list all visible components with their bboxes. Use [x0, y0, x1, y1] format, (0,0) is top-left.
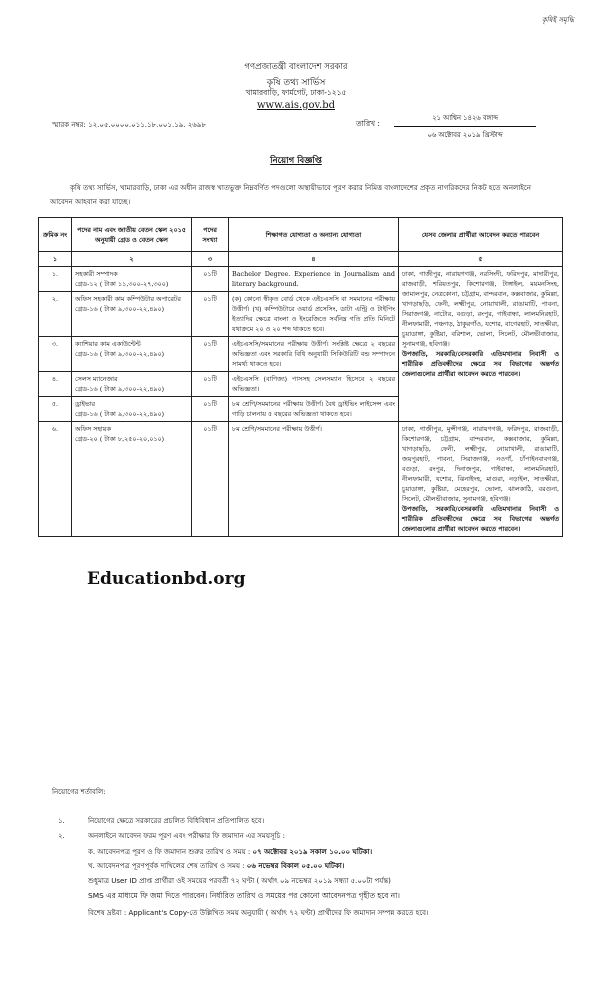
post-grade: গ্রেড-১৬ ( টাকা ৯,৩০০-২২,৪৯০)	[75, 410, 165, 418]
date-box	[394, 110, 536, 143]
government-name: গণপ্রজাতন্ত্রী বাংলাদেশ সরকার	[244, 62, 348, 72]
term-2a	[88, 846, 372, 858]
col-number: ৫	[399, 252, 563, 267]
row-sl: ৬.	[39, 422, 72, 537]
website-link[interactable]: www.ais.gov.bd	[256, 100, 335, 111]
header-count: পদের সংখ্যা	[192, 218, 229, 252]
row-post	[72, 422, 192, 537]
col-number: ৩	[192, 252, 229, 267]
header-sl: ক্রমিক নং	[39, 218, 72, 252]
row-sl: ৫.	[39, 397, 72, 422]
date-label: তারিখ :	[356, 119, 380, 128]
notice-intro: কৃষি তথ্য সার্ভিস, খামারবাড়ি, ঢাকা এর অধীন রাজস্ব খাতভুক্ত নিম্নবর্ণিত পদগুলো অস্থায়ীভাবে পূরণ করার নিমিত্ত বাংলাদেশের প্রকৃত নাগরিকদের নিকট হতে অনলাইনে আবেদন আহবান করা যাচ্ছে।	[50, 184, 531, 206]
post-grade: গ্রেড-১৬ ( টাকা ৯,৩০০-২২,৪৯০)	[75, 385, 165, 393]
row-count: ০১টি	[192, 337, 229, 372]
row-districts	[399, 267, 563, 422]
district-list: ঢাকা, গাজীপুর, নারায়ণগঞ্জ, নরসিংদী, ফরিদপুর, মাদারীপুর, রাজবাড়ী, শরিয়তপুর, কিশোরগঞ্জ, টাঙ্গাইল, ময়মনসিংহ, জামালপুর, নেত্রকোনা, চট্টগ্রাম, বান্দরবান, কক্সবাজার, কুমিল্লা, খাগড়াছড়ি, ফেনী, লক্ষ্মীপুর, নোয়াখালী, রাঙামাটি, পাবনা, সিরাজগঞ্জ, নাটোর, বগুড়া, রংপুর, গাইবান্ধা, লালমনিরহাট, নীলফামারী, পঞ্চগড়, ঠাকুরগাঁও, যশোর, বাগেরহাট, সাতক্ষীরা, চুয়াডাঙ্গা, কুষ্টিয়া, বরিশাল, ভোলা, সিলেট, মৌলভীবাজার, সুনামগঞ্জ, হবিগঞ্জ।	[402, 270, 559, 348]
row-sl: ৩.	[39, 337, 72, 372]
row-count: ০১টি	[192, 267, 229, 292]
term-special-note: বিশেষ দ্রষ্টব্য : Applicant's Copy-তে উল্লিখিত সময় অনুযায়ী ( অর্থাৎ ৭২ ঘণ্টা) প্রার্থীদের ফি জমাদান সম্পন্ন করতে হবে।	[88, 909, 429, 917]
row-post	[72, 292, 192, 337]
row-post	[72, 337, 192, 372]
special-quota-note: উপজাতি, সরকারি/বেসরকারি এতিমখানার নিবাসী ও শারীরিক প্রতিবন্ধীদের ক্ষেত্রে সব বিভাগের অন্তর্গত জেলাগুলোর প্রার্থীরা আবেদন করতে পারবেন।	[402, 505, 559, 533]
post-name: ক্যাশিয়ার কাম একাউন্টেন্ট	[75, 340, 141, 348]
row-qualification: (ক) কোনো স্বীকৃত বোর্ড থেকে এইচএসসি বা সমমানের পরীক্ষায় উত্তীর্ণ। (খ) কম্পিউটারে ওয়ার্ড প্রসেসিং, ডাটা এন্ট্রি ও টাইপিং ইত্যাদির ক্ষেত্রে বাংলা ও ইংরেজিতে সর্বনিম্ন গতি প্রতি মিনিটে যথাক্রমে ২০ ও ২০ শব্দ থাকতে হবে।	[229, 292, 399, 337]
notice-title: নিয়োগ বিজ্ঞপ্তি	[270, 156, 322, 166]
table-row	[39, 267, 563, 292]
row-sl: ১.	[39, 267, 72, 292]
header-districts: যেসব জেলার প্রার্থীরা আবেদন করতে পারবেন	[399, 218, 563, 252]
row-post	[72, 267, 192, 292]
row-qualification: এইচএসসি/সমমানের পরীক্ষায় উত্তীর্ণ। সংশ্লিষ্ট ক্ষেত্রে ২ বছরের অভিজ্ঞতা এবং সরকারি বিধি অনুযায়ী সিকিউরিটি বন্ড সম্পাদনে সামর্থ্য থাকতে হবে।	[229, 337, 399, 372]
term-sms: SMS এর মাধ্যমে ফি জমা দিতে পারবেন। নির্ধারিত তারিখ ও সময়ের পর কোনো আবেদনপত্র গৃহীত হবে না।	[88, 891, 400, 900]
row-districts	[399, 422, 563, 537]
posts-table	[38, 217, 563, 537]
date-english: ০৬ অক্টোবর ২০১৯ খ্রিস্টাব্দ	[427, 131, 503, 139]
term-1: নিয়োগের ক্ষেত্রে সরকারের প্রচলিত বিধিবিধান প্রতিপালিত হবে।	[88, 817, 265, 825]
post-grade: গ্রেড-১৬ ( টাকা ৯,৩০০-২২,৪৯০)	[75, 350, 165, 358]
row-count: ০১টি	[192, 422, 229, 537]
term-user-id: শুধুমাত্র User ID প্রাপ্ত প্রার্থীরা ওই সময়ের পরবর্তী ৭২ ঘণ্টা ( অর্থাৎ ০৯ নভেম্বর ২০১৯ সন্ধ্যা ৫.০০টা পর্যন্ত)	[88, 877, 391, 885]
header-qualification: শিক্ষাগত যোগ্যতা ও অন্যান্য যোগ্যতা	[229, 218, 399, 252]
row-qualification: ৮ম শ্রেণি/সমমানের পরীক্ষায় উত্তীর্ণ।	[229, 422, 399, 537]
row-qualification: Bachelor Degree. Experience in Journalism and literary background.	[229, 267, 399, 292]
row-sl: ২.	[39, 292, 72, 337]
row-qualification: ৮ম শ্রেণি/সমমানের পরীক্ষায় উত্তীর্ণ। বৈধ ড্রাইভিং লাইসেন্স এবং গাড়ি চালনায় ৫ বছরের অভিজ্ঞতা থাকতে হবে।	[229, 397, 399, 422]
post-grade: গ্রেড-১২ ( টাকা ১১,৩০০-২৭,৩০০)	[75, 280, 169, 288]
row-post	[72, 372, 192, 397]
term-2b	[88, 860, 344, 872]
post-name: সহকারী সম্পাদক	[75, 270, 118, 278]
row-sl: ৪.	[39, 372, 72, 397]
special-quota-note: উপজাতি, সরকারি/বেসরকারি এতিমখানার নিবাসী ও শারীরিক প্রতিবন্ধীদের ক্ষেত্রে সব বিভাগের অন্তর্গত জেলাগুলোর প্রার্থীরা আবেদন করতে পারবেন।	[402, 350, 559, 378]
terms-heading: নিয়োগের শর্তাবলি:	[52, 788, 106, 796]
term-2: অনলাইনে আবেদন ফরম পূরণ এবং পরীক্ষার ফি জমাদান এর সময়সূচি :	[88, 832, 285, 840]
header-post: পদের নাম এবং জাতীয় বেতন স্কেল ২০১৫ অনুযায়ী গ্রেড ও বেতন স্কেল	[72, 218, 192, 252]
row-count: ০১টি	[192, 397, 229, 422]
term-2b-label: খ. আবেদনপত্র পূরণপূর্বক দাখিলের শেষ তারিখ ও সময় :	[88, 862, 245, 870]
post-name: অফিস সহায়ক	[75, 425, 111, 433]
term-number: ১.	[58, 817, 65, 825]
district-list: ঢাকা, গাজীপুর, মুন্সীগঞ্জ, নারায়ণগঞ্জ, ফরিদপুর, রাজবাড়ী, কিশোরগঞ্জ, চট্টগ্রাম, বান্দরবান, কক্সবাজার, কুমিল্লা, খাগড়াছড়ি, ফেনী, লক্ষ্মীপুর, নোয়াখালী, রাঙামাটি, জয়পুরহাট, পাবনা, সিরাজগঞ্জ, নওগাঁ, চাঁপাইনবাবগঞ্জ, বগুড়া, রংপুর, দিনাজপুর, গাইবান্ধা, লালমনিরহাট, নীলফামারী, যশোর, ঝিনাইদহ, মাগুরা, নড়াইল, সাতক্ষীরা, চুয়াডাঙ্গা, কুষ্টিয়া, মেহেরপুর, ভোলা, ঝালকাঠি, বরগুনা, সিলেট, মৌলভীবাজার, সুনামগঞ্জ, হবিগঞ্জ।	[402, 425, 559, 503]
col-number: ১	[39, 252, 72, 267]
memo-number: স্মারক নম্বর: ১২.০৫.০০০০.০১১.১৮.০০১.১৯. ২৬৯৮	[52, 121, 206, 129]
post-grade: গ্রেড-২০ ( টাকা ৮,২৫০-২০,০১০)	[75, 435, 165, 443]
term-number: ২.	[58, 832, 65, 840]
post-name: সেলস ম্যানেজার	[75, 375, 118, 383]
service-name: কৃষি তথ্য সার্ভিস	[266, 78, 326, 88]
post-grade: গ্রেড-১৬ ( টাকা ৯,৩০০-২২,৪৯০)	[75, 305, 165, 313]
date-bangla: ২১ আশ্বিন ১৪২৬ বঙ্গাব্দ	[394, 110, 536, 127]
row-qualification: এইচএসসি (বাণিজ্য) পাসসহ সেলসম্যান হিসেবে ২ বছরের অভিজ্ঞতা।	[229, 372, 399, 397]
row-post	[72, 397, 192, 422]
row-count: ০১টি	[192, 372, 229, 397]
slogan: কৃষিই সমৃদ্ধি	[541, 16, 574, 24]
post-name: অফিস সহকারী কাম কম্পিউটার অপারেটর	[75, 295, 181, 303]
row-count: ০১টি	[192, 292, 229, 337]
col-number: ২	[72, 252, 192, 267]
watermark: Educationbd.org	[87, 569, 246, 589]
table-row	[39, 422, 563, 537]
post-name: ড্রাইভার	[75, 400, 95, 408]
term-2a-label: ক. আবেদনপত্র পূরণ ও ফি জমাদান শুরুর তারিখ ও সময় :	[88, 848, 251, 856]
col-number: ৪	[229, 252, 399, 267]
term-2b-time: ০৬ নভেম্বর বিকাল ০৫.০০ ঘটিকা।	[246, 862, 345, 870]
term-2a-time: ০৭ অক্টোবর ২০১৯ সকাল ১০.০০ ঘটিকা।	[252, 848, 373, 856]
office-address: খামারবাড়ি, ফার্মগেট, ঢাকা-১২১৫	[245, 88, 347, 97]
